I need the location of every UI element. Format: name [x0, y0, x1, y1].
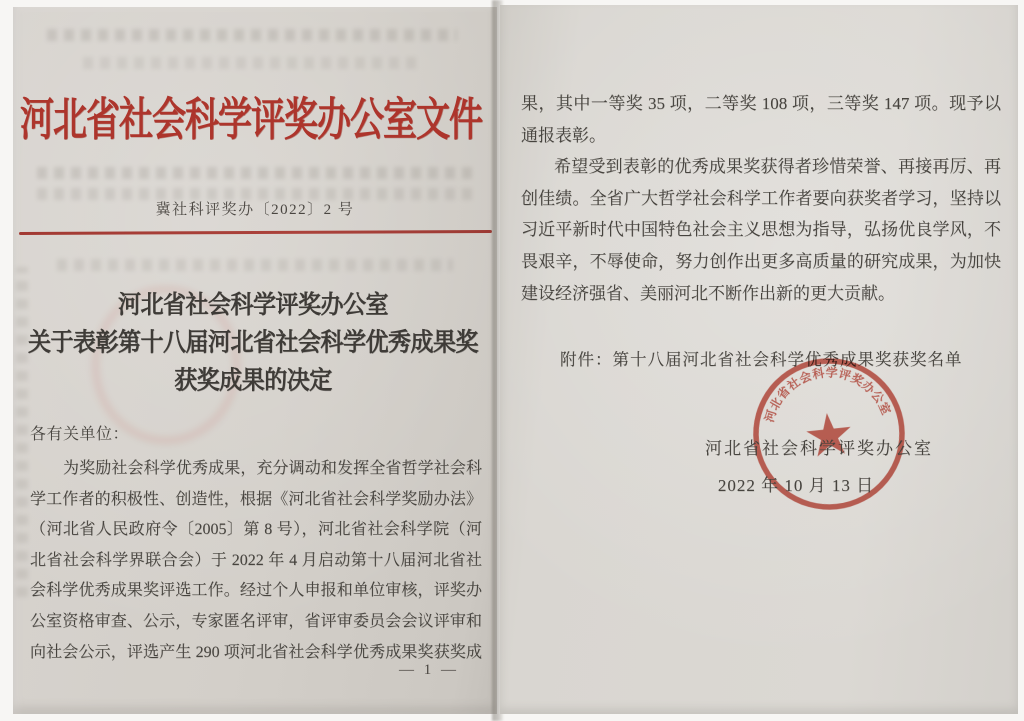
- page-number: — 1 —: [399, 662, 459, 678]
- document-page-2: [500, 5, 1018, 714]
- salutation: 各有关单位：: [30, 426, 130, 443]
- document-title: [19, 286, 487, 399]
- body-line: 畏艰辛，不辱使命，努力创作出更多高质量的研究成果，为加快: [521, 251, 1001, 271]
- document-number: 冀社科评奖办〔2022〕2 号: [155, 202, 355, 218]
- document-title-line: 获奖成果的决定: [174, 366, 332, 394]
- bleed-through-artifact: [83, 57, 423, 69]
- document-page-1: [13, 7, 497, 714]
- body-line: 希望受到表彰的优秀成果奖获得者珍惜荣誉、再接再厉、再: [554, 157, 1001, 177]
- document-title-line: 关于表彰第十八届河北省社会科学优秀成果奖: [28, 329, 478, 356]
- red-divider-rule: [19, 230, 492, 235]
- body-line: 学工作者的积极性、创造性，根据《河北省社会科学奖励办法》: [30, 490, 482, 508]
- attachment-reference: 附件：第十八届河北省社会科学优秀成果奖获奖名单: [560, 350, 963, 369]
- letterhead-title: 河北省社会科学评奖办公室文件: [20, 96, 482, 146]
- body-line: 通报表彰。: [521, 125, 606, 145]
- body-line: （河北省人民政府令〔2005〕第 8 号），河北省社会科学院（河: [30, 521, 482, 539]
- issuer-signature: 河北省社会科学评奖办公室: [705, 439, 933, 458]
- body-line: 向社会公示，评选产生 290 项河北省社会科学优秀成果奖获奖成: [30, 643, 482, 661]
- body-paragraph: [30, 454, 482, 668]
- issue-date: 2022 年 10 月 13 日: [717, 476, 875, 495]
- body-line: 建设经济强省、美丽河北不断作出新的更大贡献。: [521, 283, 895, 303]
- body-line: 为奖励社会科学优秀成果，充分调动和发挥全省哲学社会科: [63, 460, 482, 477]
- body-line: 果，其中一等奖 35 项，二等奖 108 项，三等奖 147 项。现予以: [521, 94, 1001, 113]
- bleed-through-artifact: [57, 259, 453, 271]
- body-paragraph: [521, 88, 1001, 309]
- seal-arc-text: 河北省社会科学评奖办公室: [762, 365, 894, 424]
- seal-star-icon: ★: [799, 398, 859, 472]
- bleed-through-artifact: [37, 167, 473, 179]
- body-line: 公室资格审查、公示，专家匿名评审，省评审委员会会议评审和: [30, 612, 482, 630]
- bleed-through-artifact: [47, 29, 457, 41]
- body-line: 创佳绩。全省广大哲学社会科学工作者要向获奖者学习，坚持以: [521, 188, 1001, 208]
- body-line: 北省社会科学界联合会）于 2022 年 4 月启动第十八届河北省社: [30, 551, 482, 569]
- document-title-line: 河北省社会科学评奖办公室: [118, 291, 388, 319]
- body-line: 习近平新时代中国特色社会主义思想为指导，弘扬优良学风，不: [521, 220, 1001, 240]
- body-line: 会科学优秀成果奖评选工作。经过个人申报和单位审核，评奖办: [30, 582, 482, 600]
